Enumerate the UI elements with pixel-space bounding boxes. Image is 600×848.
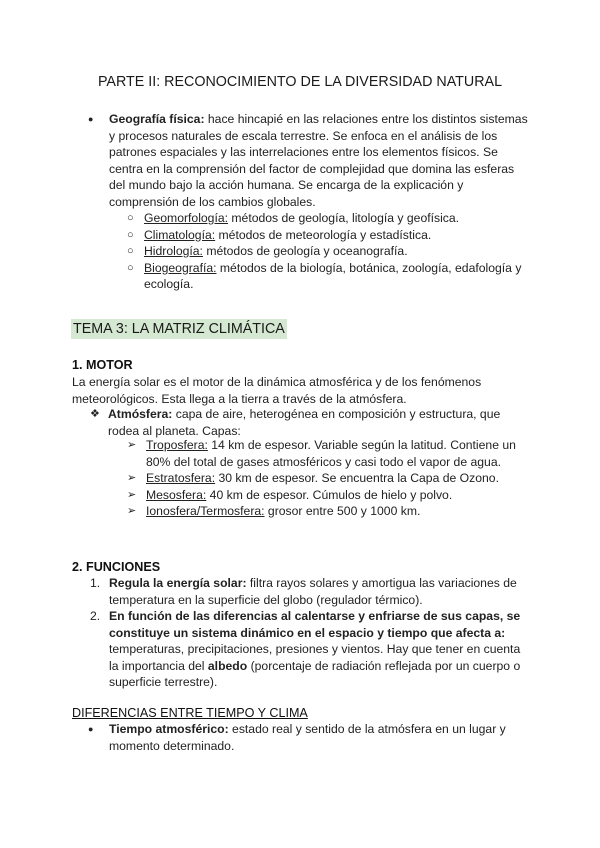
diferencias-list <box>90 721 530 754</box>
item-text: temperaturas, precipitaciones, presiones y vientos. Hay que tener en cuenta la importancia del <box>109 642 521 673</box>
list-number: 2. <box>90 609 101 623</box>
list-number: 1. <box>90 576 101 590</box>
term-label: Regula la energía solar: <box>109 576 247 590</box>
sub-term: Biogeografía: <box>144 260 217 275</box>
funciones-list <box>90 575 530 691</box>
layer-troposfera <box>90 437 530 470</box>
diamond-bullet-icon: ❖ <box>90 408 100 420</box>
sub-item-biogeografia <box>90 260 530 293</box>
albedo-term: albedo <box>207 658 248 673</box>
arrow-bullet-icon: ➢ <box>127 505 137 517</box>
sub-text: métodos de geología y oceanografía. <box>202 244 408 258</box>
funcion-item-1 <box>90 575 530 608</box>
sub-term: Climatología: <box>144 227 216 242</box>
funcion-item-2 <box>90 608 530 691</box>
sub-item-climatologia <box>90 227 530 244</box>
layer-text: 14 km de espesor. Variable según la latitud. Contiene un 80% del total de gases atmosféricos y casi todo el vapor de agua. <box>146 438 516 469</box>
geografia-fisica-text <box>90 111 530 210</box>
motor-paragraph: La energía solar es el motor de la dinámica atmosférica y de los fenómenos meteorológicos. Esta llega a la tierra a través de la atmósfera. <box>72 375 482 406</box>
layer-term: Ionosfera/Termosfera: <box>146 504 265 518</box>
atmosfera-item <box>90 406 530 439</box>
page-title: PARTE II: RECONOCIMIENTO DE LA DIVERSIDAD NATURAL <box>97 74 503 90</box>
item-text: filtra rayos solares y amortigua las variaciones de temperatura en la superficie del globo (regulador térmico). <box>109 576 517 607</box>
layer-estratosfera <box>90 470 530 487</box>
sub-term: Hidrología: <box>144 244 203 258</box>
arrow-bullet-icon: ➢ <box>127 472 137 484</box>
tiempo-atmosferico-text <box>90 721 530 754</box>
section-title-highlighted: TEMA 3: LA MATRIZ CLIMÁTICA <box>73 321 285 337</box>
definition-text: estado real y sentido de la atmósfera en un lugar y momento determinado. <box>109 722 506 753</box>
layer-term: Estratosfera: <box>146 471 216 485</box>
layer-ionosfera <box>90 503 530 520</box>
geografia-fisica-item <box>90 111 530 293</box>
sub-text: métodos de geología, litología y geofísica. <box>228 211 460 225</box>
sub-item-hidrologia <box>90 243 530 260</box>
circle-bullet-icon: ○ <box>127 261 134 274</box>
funciones-heading: 2. FUNCIONES <box>72 560 161 574</box>
term-label: Tiempo atmosférico: <box>109 722 229 736</box>
term-label: Atmósfera: <box>108 407 173 421</box>
atmosphere-layers-list <box>90 437 530 520</box>
layer-mesosfera <box>90 487 530 504</box>
term-label: Geografía física: <box>109 112 205 126</box>
circle-bullet-icon: ○ <box>127 212 134 224</box>
circle-bullet-icon: ○ <box>127 245 134 257</box>
diferencias-heading: DIFERENCIAS ENTRE TIEMPO Y CLIMA <box>72 706 308 720</box>
definition-text: capa de aire, heterogénea en composición y estructura, que rodea al planeta. Capas: <box>108 407 501 438</box>
definition-text: hace hincapié en las relaciones entre los distintos sistemas y procesos naturales de escala terrestre. Se enfoca en el análisis de los patrones espaciales y las interrelaciones entre los elementos físicos. Se centra en la comprensión del factor de complejidad que domina las esferas del mundo bajo la acción humana. Se encarga de la explicación y comprensión de los cambios globales. <box>109 112 528 209</box>
motor-heading: 1. MOTOR <box>72 358 133 372</box>
arrow-bullet-icon: ➢ <box>127 488 137 501</box>
layer-term: Mesosfera: <box>146 487 207 502</box>
layer-term: Troposfera: <box>146 438 208 452</box>
arrow-bullet-icon: ➢ <box>127 439 137 451</box>
atmosfera-text <box>90 406 530 439</box>
tiempo-atmosferico-item <box>90 721 530 754</box>
bullet-icon: ● <box>88 114 94 124</box>
sub-item-geomorfologia <box>90 210 530 227</box>
sub-text: métodos de meteorología y estadística. <box>215 227 432 242</box>
item-text-cont: (porcentaje de radiación reflejada por un cuerpo o superficie terrestre). <box>109 658 521 689</box>
layer-text: grosor entre 500 y 1000 km. <box>264 504 421 518</box>
sub-text: métodos de la biología, botánica, zoología, edafología y ecología. <box>144 260 522 291</box>
bullet-icon: ● <box>88 724 94 734</box>
circle-bullet-icon: ○ <box>127 228 134 241</box>
layer-text: 30 km de espesor. Se encuentra la Capa de Ozono. <box>215 471 499 485</box>
layer-text: 40 km de espesor. Cúmulos de hielo y polvo. <box>206 487 453 502</box>
term-label: En función de las diferencias al calentarse y enfriarse de sus capas, se constituye un sistema dinámico en el espacio y tiempo que afecta a: <box>109 609 521 640</box>
sub-term: Geomorfología: <box>144 211 229 225</box>
